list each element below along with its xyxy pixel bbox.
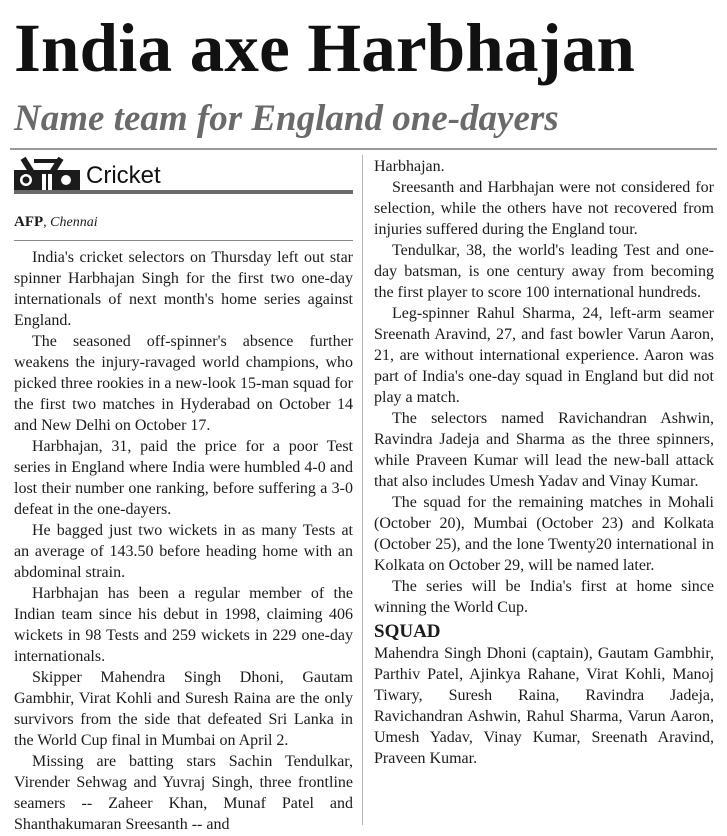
squad-list: Mahendra Singh Dhoni (captain), Gautam Gambhir, Parthiv Patel, Ajinkya Rahane, Virat Kohli, Manoj Tiwary, Suresh Raina, Ravindra Jadeja, Ravichandran Ashwin, Rahul Sharma, Varun Aaron, Umesh Yadav, Vinay Kumar, Sreenath Aravind, Praveen Kumar. (374, 645, 714, 767)
column-divider (362, 155, 363, 825)
paragraph: Harbhajan has been a regular member of the Indian team since his debut in 1998, claiming 406 wickets in 98 Tests and 259 wickets in 229 one-day internationals. (14, 585, 353, 665)
paragraph: Leg-spinner Rahul Sharma, 24, left-arm seamer Sreenath Aravind, 27, and fast bowler Varun Aaron, 21, are without international experience. Aaron was part of India's one-day squad in England but did not play a match. (374, 305, 714, 406)
squad-heading: SQUAD (374, 621, 441, 642)
paragraph: The seasoned off-spinner's absence further weakens the injury-ravaged world champions, who picked three rookies in a new-look 15-man squad for the first two matches in Hyderabad on October 14 and New Delhi on October 17. (14, 333, 353, 434)
paragraph: The series will be India's first at home since winning the World Cup. (374, 578, 714, 616)
news-agency: AFP (14, 214, 44, 230)
paragraph: Sreesanth and Harbhajan were not considered for selection, while the others have not recovered from injuries suffered during the England tour. (374, 179, 714, 238)
paragraph: Harbhajan, 31, paid the price for a poor Test series in England where India were humbled 4-0 and lost their number one ranking, before suffering a 3-0 defeat in the one-dayers. (14, 438, 353, 518)
dateline-place: Chennai (50, 215, 98, 230)
subheadline: Name team for England one-dayers (14, 98, 559, 139)
paragraph: He bagged just two wickets in as many Tests at an average of 143.50 before heading home with an abdominal strain. (14, 522, 353, 581)
left-column (14, 156, 353, 835)
right-column (374, 156, 714, 769)
paragraph: Missing are batting stars Sachin Tendulkar, Virender Sehwag and Yuvraj Singh, three frontline seamers -- Zaheer Khan, Munaf Patel and Shanthakumaran Sreesanth -- and (14, 753, 353, 833)
headline-rule (10, 148, 717, 150)
dateline: AFP, Chennai (14, 212, 353, 241)
section-header (14, 156, 353, 194)
paragraph: The squad for the remaining matches in Mohali (October 20), Mumbai (October 23) and Kolkata (October 25), and the lone Twenty20 international in Kolkata on October 29, will be named later. (374, 494, 714, 574)
paragraph: Tendulkar, 38, the world's leading Test and one-day batsman, is one century away from becoming the first player to score 100 international hundreds. (374, 242, 714, 301)
section-underline (14, 190, 353, 194)
section-label: Cricket (86, 162, 161, 189)
paragraph: Skipper Mahendra Singh Dhoni, Gautam Gambhir, Virat Kohli and Suresh Raina are the only survivors from the side that defeated Sri Lanka in the World Cup final in Mumbai on April 2. (14, 669, 353, 749)
headline: India axe Harbhajan (14, 10, 636, 86)
paragraph: The selectors named Ravichandran Ashwin, Ravindra Jadeja and Sharma as the three spinners, while Praveen Kumar will lead the new-ball attack that also includes Umesh Yadav and Vinay Kumar. (374, 410, 714, 490)
paragraph: India's cricket selectors on Thursday left out star spinner Harbhajan Singh for the first two one-day internationals of next month's home series against England. (14, 249, 353, 329)
paragraph-continued: Harbhajan. (374, 158, 445, 175)
cricket-bats-ball-icon (14, 156, 80, 192)
